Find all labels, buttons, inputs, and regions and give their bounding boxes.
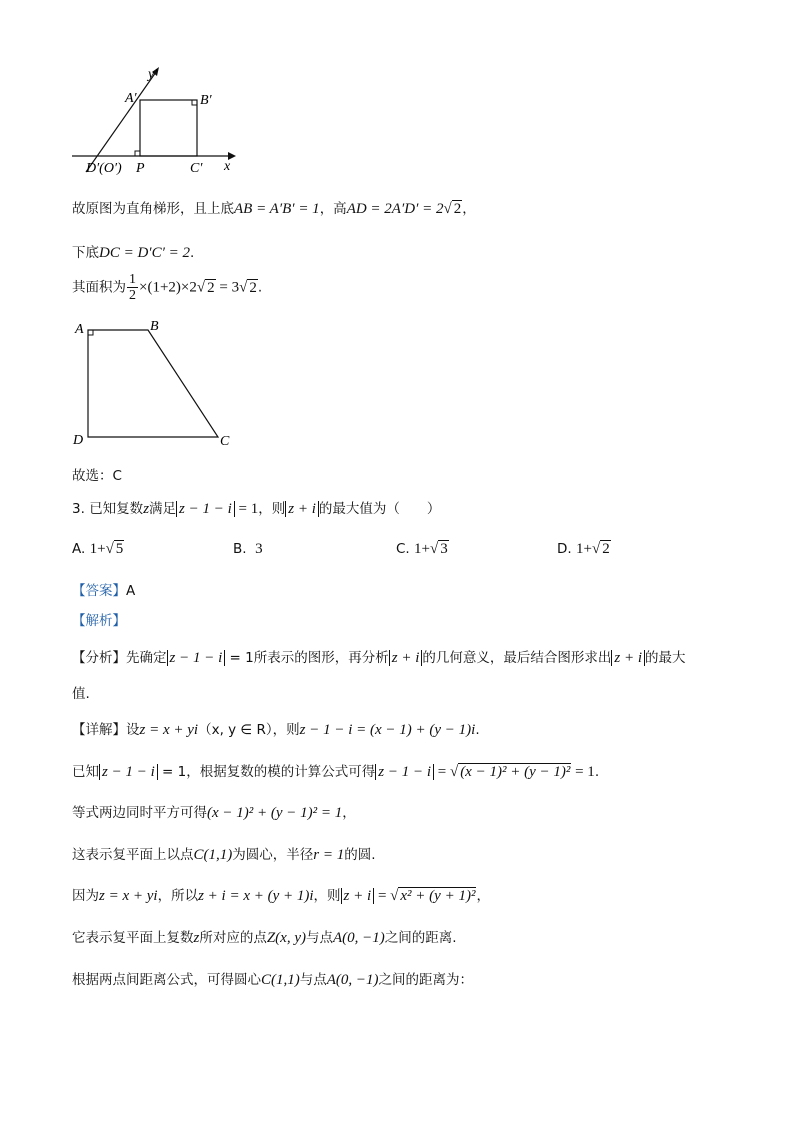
label-a-prime: A′ [125, 91, 137, 106]
abs-z-minus-1-minus-i: z − 1 − i [176, 501, 235, 517]
step-2-line: 等式两边同时平方可得(x − 1)² + (y − 1)² = 1， [72, 805, 356, 821]
answer-choice-line: 故选：C [72, 468, 122, 484]
area-line: 其面积为 $\frac{1}{2}$ ×(1+2)×2√ 2 = 3√ 2. [72, 272, 263, 303]
analysis-tag: 【解析】 [72, 613, 126, 629]
math-dc-equals: DC = D′C′ = 2 [99, 245, 190, 261]
y-axis [86, 72, 156, 172]
label-b-prime: B′ [200, 93, 212, 108]
label-c: C [220, 434, 230, 449]
label-y-prime: y′ [148, 67, 158, 82]
label-d: D [73, 433, 84, 448]
math-ad-equals: AD = 2A′D′ = 2 [346, 201, 444, 217]
label-a: A [75, 322, 84, 337]
answer-line [72, 579, 135, 599]
xiangjie-tag: 【详解】 [72, 722, 126, 738]
question-3: 3. 已知复数z满足 z − 1 − i = 1，则 z + i 的最大值为（ ） [72, 501, 441, 517]
label-b: B [150, 319, 159, 334]
option-a: A. 1+√ 5 [72, 541, 124, 557]
fenxi-line-1: 【分析】先确定 z − 1 − i = 1所表示的图形，再分析 z + i 的几何意义，最后结合图形求出 z + i 的最大 [72, 650, 686, 666]
option-b: B. 3 [233, 541, 263, 557]
label-p: P [136, 161, 145, 176]
conclusion-line-1: 故原图为直角梯形，且上底AB = A′B′ = 1，高AD = 2A′D′ = 2√ 2， [72, 201, 476, 217]
right-angle-mark-a [88, 330, 93, 335]
answer-value: A [126, 583, 136, 599]
sqrt-modulus: (x − 1)² + (y − 1)² [460, 764, 571, 780]
label-x: x [224, 159, 231, 174]
step-3-line: 这表示复平面上以点C(1,1)为圆心，半径r = 1的圆. [72, 847, 376, 863]
conclusion-line-2: 下底DC = D′C′ = 2. [72, 245, 195, 261]
trapezoid-abcd [88, 330, 218, 437]
right-angle-mark-p [135, 151, 140, 156]
square-a-b-c-p [140, 100, 197, 156]
option-d: D. 1+√ 2 [557, 541, 610, 557]
sqrt-2: 2 [453, 201, 462, 217]
xiangjie-line: 【详解】设z = x + yi（x, y ∈ R），则z − 1 − i = (x − 1) + (y − 1)i. [72, 722, 480, 738]
math-ab-equals: AB = A′B′ = 1 [234, 201, 320, 217]
label-c-prime: C′ [190, 161, 203, 176]
answer-tag: 【答案】 [72, 583, 126, 599]
step-1-line: 已知 z − 1 − i = 1，根据复数的模的计算公式可得 z − 1 − i = √ (x − 1)² + (y − 1)² = 1. [72, 764, 600, 780]
option-c: C. 1+√ 3 [396, 541, 448, 557]
abs-z-plus-i: z + i [285, 501, 319, 517]
trapezoid-figure [70, 316, 240, 450]
fenxi-line-2: 值. [72, 686, 90, 702]
right-angle-mark-b [192, 100, 197, 105]
label-d-prime-o-prime: D′(O′) [86, 161, 122, 176]
step-4-line: 因为z = x + yi，所以z + i = x + (y + 1)i，则 z + i = √ x² + (y + 1)²， [72, 888, 490, 904]
oblique-sketch-figure [68, 62, 248, 182]
step-6-line: 根据两点间距离公式，可得圆心C(1,1)与点A(0, −1)之间的距离为： [72, 972, 474, 988]
fenxi-tag: 【分析】 [72, 650, 126, 666]
step-5-line: 它表示复平面上复数z所对应的点Z(x, y)与点A(0, −1)之间的距离. [72, 930, 457, 946]
fraction-one-half: $\frac{1}{2}$ [129, 272, 136, 303]
